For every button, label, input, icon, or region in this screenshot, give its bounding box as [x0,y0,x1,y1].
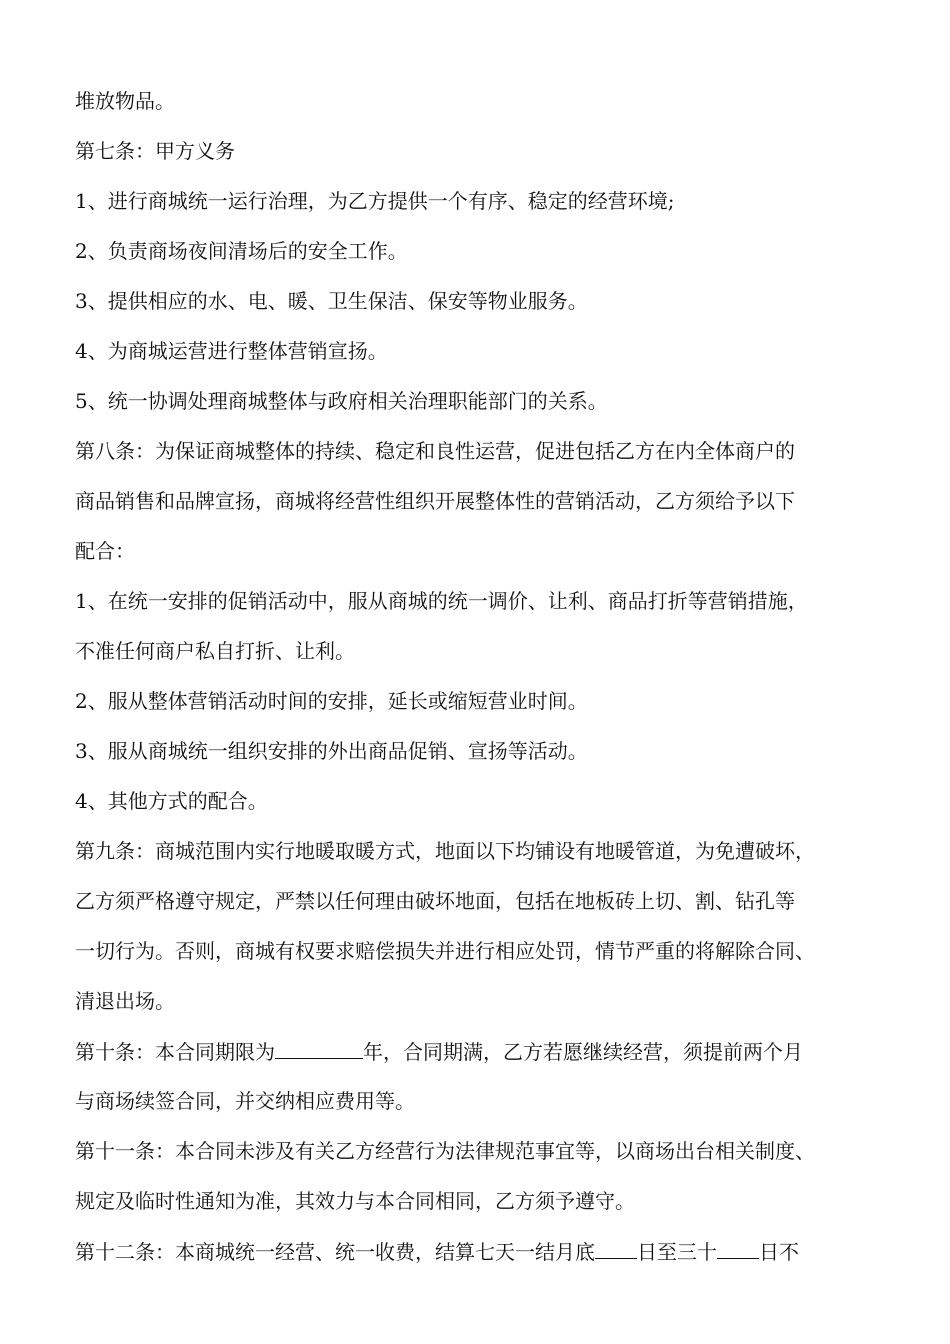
text-line: 3、服从商城统一组织安排的外出商品促销、宣扬等活动。 [75,739,588,763]
article-11-line: 规定及临时性通知为准，其效力与本合同相同，乙方须予遵守。 [75,1189,635,1213]
article-10-prefix: 第十条：本合同期限为 [75,1040,275,1064]
article-12-part1: 第十二条：本商城统一经营、统一收费，结算七天一结月底 [75,1240,595,1264]
article-11-line: 第十一条：本合同未涉及有关乙方经营行为法律规范事宜等，以商场出台相关制度、 [75,1139,815,1163]
article-9-line: 一切行为。否则，商城有权要求赔偿损失并进行相应处罚，情节严重的将解除合同、 [75,939,815,963]
term-years-blank[interactable] [275,1036,363,1059]
article-8-line: 配合： [75,539,135,563]
article-10-suffix: 年，合同期满，乙方若愿继续经营，须提前两个月 [363,1040,803,1064]
article-9-line: 清退出场。 [75,989,175,1013]
text-line: 4、其他方式的配合。 [75,789,268,813]
settlement-day-blank[interactable] [595,1236,637,1259]
text-line: 2、服从整体营销活动时间的安排，延长或缩短营业时间。 [75,689,588,713]
article-12-part2: 日至三十 [637,1240,717,1264]
article-9-line: 乙方须严格遵守规定，严禁以任何理由破坏地面，包括在地板砖上切、割、钻孔等 [75,889,795,913]
text-line: 4、为商城运营进行整体营销宣扬。 [75,339,388,363]
article-7-heading: 第七条：甲方义务 [75,139,235,163]
text-line: 1、在统一安排的促销活动中，服从商城的统一调价、让利、商品打折等营销措施， [75,589,808,613]
article-12-part3: 日不 [759,1240,799,1264]
article-12-line [75,1236,895,1267]
article-10-line: 与商场续签合同，并交纳相应费用等。 [75,1089,415,1113]
article-8-line: 商品销售和品牌宣扬，商城将经营性组织开展整体性的营销活动，乙方须给予以下 [75,489,795,513]
article-10-line [75,1036,895,1067]
article-9-line: 第九条：商城范围内实行地暖取暖方式，地面以下均铺设有地暖管道，为免遭破坏， [75,839,815,863]
text-line: 2、负责商场夜间清场后的安全工作。 [75,239,408,263]
text-line: 不准任何商户私自打折、让利。 [75,639,355,663]
text-line: 5、统一协调处理商城整体与政府相关治理职能部门的关系。 [75,389,608,413]
text-line: 1、进行商城统一运行治理，为乙方提供一个有序、稳定的经营环境; [75,189,675,213]
article-8-line: 第八条：为保证商城整体的持续、稳定和良性运营，促进包括乙方在内全体商户的 [75,439,795,463]
text-line: 堆放物品。 [75,89,175,113]
settlement-day-blank[interactable] [717,1236,759,1259]
text-line: 3、提供相应的水、电、暖、卫生保洁、保安等物业服务。 [75,289,588,313]
